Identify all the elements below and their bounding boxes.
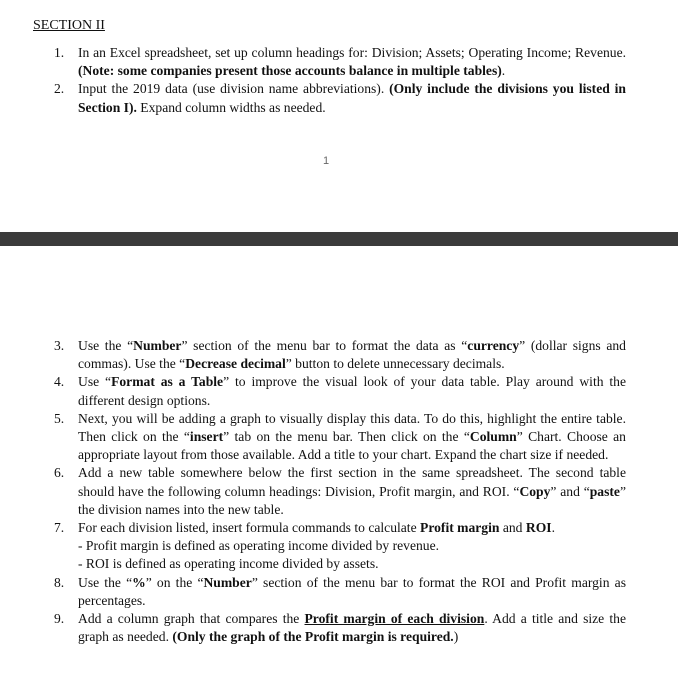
step-text-run: Use “ [78,374,112,390]
step-text-run: ” section of the menu bar to format the ROI and Profit margin as percentages. [78,574,626,608]
step-8 [54,574,626,610]
step-7 [54,519,626,574]
step-number: 3. [54,338,65,353]
page-number: 1 [322,155,330,167]
step-7-subpoint-roi: - ROI is defined as operating income divided by assets. [78,556,379,572]
step-text-bold: Format as a Table [111,374,224,390]
step-text-bold: (Only the graph of the Profit margin is required. [172,629,454,645]
step-text-bold: Number [203,574,252,590]
step-text-run: Use the “ [78,574,133,590]
step-text [78,411,626,462]
step-text-run: ” Chart. Choose an appropriate layout from those available. Add a title to your chart. Expand the chart size if needed. [78,429,626,463]
step-text [78,81,626,114]
step-text-bold: Profit margin [420,520,500,536]
step-text-bold: insert [189,429,224,445]
step-3 [54,337,626,373]
step-text-run: ” section of the menu bar to format the data as “ [181,338,468,353]
step-text-bold: (Note: some companies present those accounts balance in multiple tables) [78,63,502,79]
step-text-bold: Column [469,429,517,445]
step-text-bold: paste [589,483,620,499]
step-text-run: . [501,63,506,79]
step-7-subpoint-profit-margin: - Profit margin is defined as operating income divided by revenue. [78,538,440,554]
step-text [78,520,555,535]
step-text-run: Add a column graph that compares the [78,611,305,627]
step-number: 1. [54,45,65,60]
step-text-bold: Copy [519,483,551,499]
instruction-list-top [54,44,626,117]
step-text [78,575,626,608]
step-number: 9. [54,611,65,627]
step-text-run: Next, you will be adding a graph to visually display this data. To do this, highlight the entire table. Then click on the “ [78,410,626,445]
step-6 [54,464,626,519]
step-text-run: ” (dollar signs and commas). Use the “ [78,338,626,372]
step-text-run: ) [453,629,459,645]
step-text-run: ” to improve the visual look of your data table. Play around with the different design options. [78,374,626,408]
step-number: 7. [54,520,65,536]
step-number: 8. [54,574,65,590]
step-text-bold: Decrease decimal [185,356,286,372]
step-text-run: ” and “ [550,483,590,499]
step-text-run: ” on the “ [145,574,204,590]
step-text [78,611,626,644]
step-4 [54,373,626,409]
step-text-run: and [499,520,526,536]
section-title: SECTION II [33,18,105,33]
page-break-bar [0,232,678,246]
step-5 [54,410,626,465]
step-9 [54,610,626,646]
step-number: 4. [54,374,65,390]
step-number: 6. [54,465,65,481]
step-text-run: ” tab on the menu bar. Then click on the “ [223,429,470,445]
step-text-bold: (Only include the divisions you listed in Section I). [78,81,626,115]
step-text-bold: Profit margin of each division [304,611,485,627]
step-text-run: Expand column widths as needed. [136,99,326,115]
step-text-run: . Add a title and size the graph as needed. [78,611,626,645]
step-text-run: ” the division names into the new table. [78,483,626,517]
step-text-run: Add a new table somewhere below the first section in the same spreadsheet. The second table should have the following column headings: Division, Profit margin, and ROI. “ [78,465,626,499]
step-text-bold: currency [467,338,520,353]
step-text [78,465,626,516]
step-text [78,374,626,407]
step-text-bold: % [132,574,146,590]
step-text-run: Use the “ [78,338,134,353]
step-text-run: For each division listed, insert formula commands to calculate [78,520,421,536]
step-text [78,45,626,78]
step-number: 2. [54,81,65,97]
step-text-run: In an Excel spreadsheet, set up column headings for: Division; Assets; Operating Income; Revenue. [78,45,626,60]
step-2 [54,80,626,116]
step-text [78,338,626,371]
instruction-list-bottom [54,337,626,646]
step-text-bold: Number [133,338,182,353]
step-text-run: . [551,520,555,536]
step-text-run: Input the 2019 data (use division name abbreviations). [78,81,390,97]
step-text-bold: ROI [525,520,552,536]
step-text-run: ” button to delete unnecessary decimals. [285,356,505,372]
step-1 [54,44,626,80]
step-number: 5. [54,410,65,426]
